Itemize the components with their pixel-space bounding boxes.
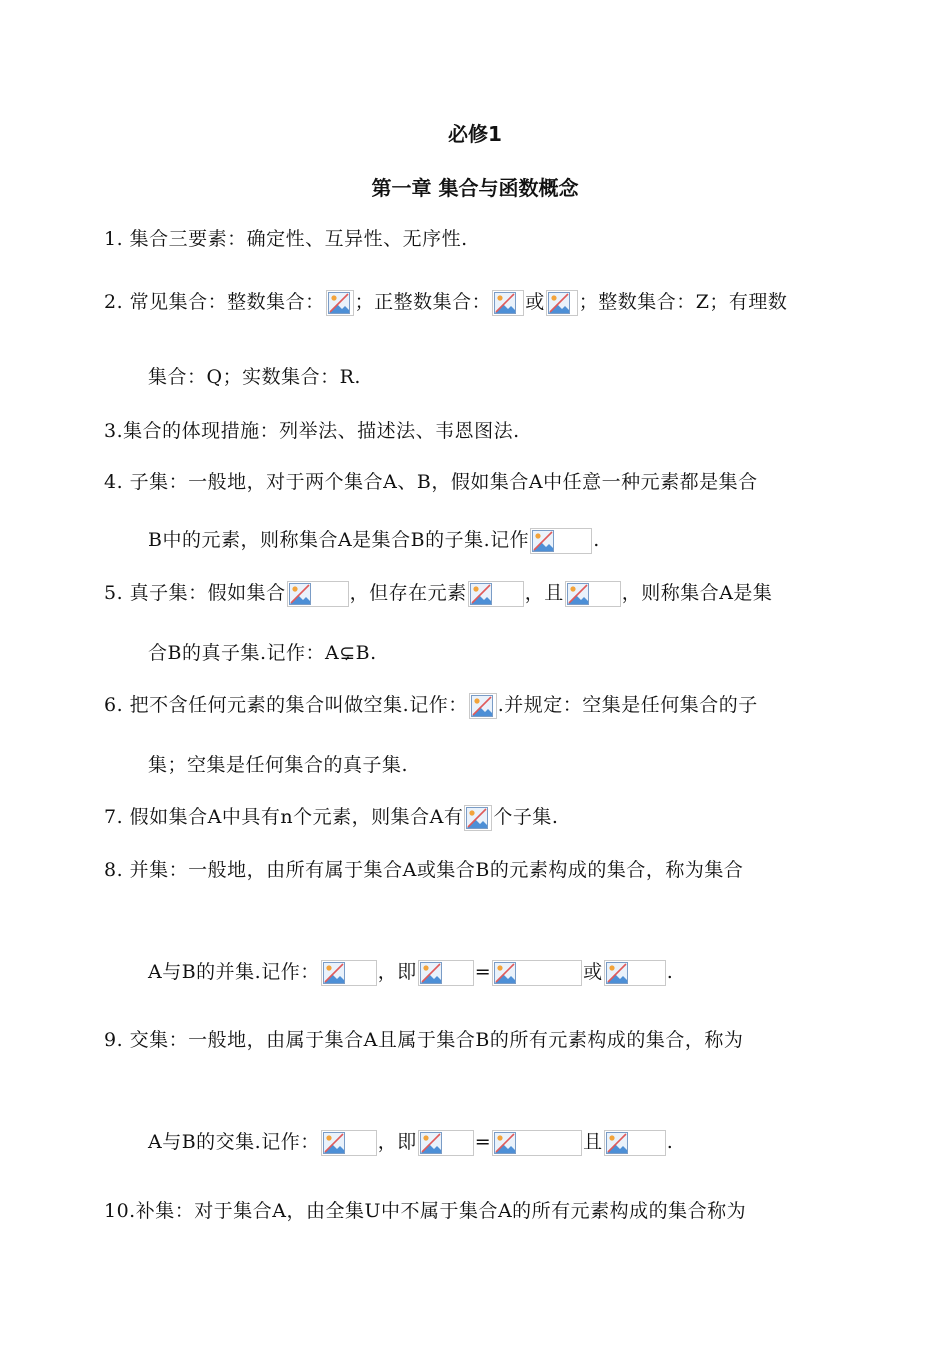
item-8-text-e: 或 xyxy=(583,961,603,983)
item-5-text-c: ，且 xyxy=(524,582,564,604)
item-8-text-c: ，即 xyxy=(377,961,417,983)
item-5-text-a: 5. 真子集：假如集合 xyxy=(104,582,286,604)
broken-image-icon xyxy=(468,581,524,607)
broken-image-icon xyxy=(604,960,666,986)
item-6 xyxy=(104,690,758,719)
item-4-end: . xyxy=(593,529,600,551)
item-2-cont: 集合：Q；实数集合：R. xyxy=(148,366,361,388)
broken-image-icon xyxy=(326,290,354,316)
item-5-text-d: ，则称集合A是集 xyxy=(621,582,773,604)
item-10: 10.补集：对于集合A，由全集U中不属于集合A的所有元素构成的集合称为 xyxy=(104,1200,747,1222)
item-9-text-e: 且 xyxy=(583,1131,603,1153)
chapter-title: 第一章 集合与函数概念 xyxy=(371,176,579,200)
item-6-cont: 集；空集是任何集合的真子集. xyxy=(148,754,409,776)
item-6-text-a: 6. 把不含任何元素的集合叫做空集.记作： xyxy=(104,694,468,716)
item-6-text-b: .并规定：空集是任何集合的子 xyxy=(497,694,758,716)
item-4-text: B中的元素，则称集合A是集合B的子集.记作 xyxy=(148,529,530,551)
item-8: 8. 并集：一般地，由所有属于集合A或集合B的元素构成的集合，称为集合 xyxy=(104,859,744,881)
broken-image-icon xyxy=(464,805,492,831)
broken-image-icon xyxy=(492,960,582,986)
item-2-text-a: 2. 常见集合：整数集合： xyxy=(104,291,325,313)
item-3: 3.集合的体现措施：列举法、描述法、韦恩图法. xyxy=(104,420,520,442)
broken-image-icon xyxy=(287,581,349,607)
item-4-cont xyxy=(148,525,600,554)
broken-image-icon xyxy=(418,1130,474,1156)
item-5-cont: 合B的真子集.记作：A⊊B. xyxy=(148,642,377,664)
item-2-text-b: ；正整数集合： xyxy=(354,291,492,313)
item-4: 4. 子集：一般地，对于两个集合A、B，假如集合A中任意一种元素都是集合 xyxy=(104,471,758,493)
item-9-text-c: ，即 xyxy=(377,1131,417,1153)
item-2-text-c: 或 xyxy=(525,291,545,313)
broken-image-icon xyxy=(546,290,578,316)
item-7-text-a: 7. 假如集合A中具有n个元素，则集合A有 xyxy=(104,806,464,828)
item-8-text-d: = xyxy=(474,961,492,983)
broken-image-icon xyxy=(418,960,474,986)
item-5-text-b: ，但存在元素 xyxy=(349,582,467,604)
broken-image-icon xyxy=(565,581,621,607)
item-9-end: . xyxy=(666,1131,674,1153)
item-9-text-b: A与B的交集.记作： xyxy=(148,1131,320,1153)
item-9-text-d: = xyxy=(474,1131,492,1153)
item-7-text-b: 个子集. xyxy=(493,806,559,828)
item-8-text-b: A与B的并集.记作： xyxy=(148,961,320,983)
item-2-text-d: ；整数集合：Z；有理数 xyxy=(578,291,788,313)
broken-image-icon xyxy=(530,528,592,554)
item-8-cont xyxy=(148,957,673,986)
item-5 xyxy=(104,578,772,607)
broken-image-icon xyxy=(321,960,377,986)
item-8-end: . xyxy=(666,961,674,983)
page-title: 必修1 xyxy=(448,122,502,146)
broken-image-icon xyxy=(604,1130,666,1156)
item-9-cont xyxy=(148,1127,673,1156)
item-9: 9. 交集：一般地，由属于集合A且属于集合B的所有元素构成的集合，称为 xyxy=(104,1029,744,1051)
item-1: 1. 集合三要素：确定性、互异性、无序性. xyxy=(104,228,468,250)
broken-image-icon xyxy=(492,1130,582,1156)
broken-image-icon xyxy=(469,693,497,719)
item-2 xyxy=(104,287,787,316)
broken-image-icon xyxy=(492,290,524,316)
item-7 xyxy=(104,802,558,831)
broken-image-icon xyxy=(321,1130,377,1156)
